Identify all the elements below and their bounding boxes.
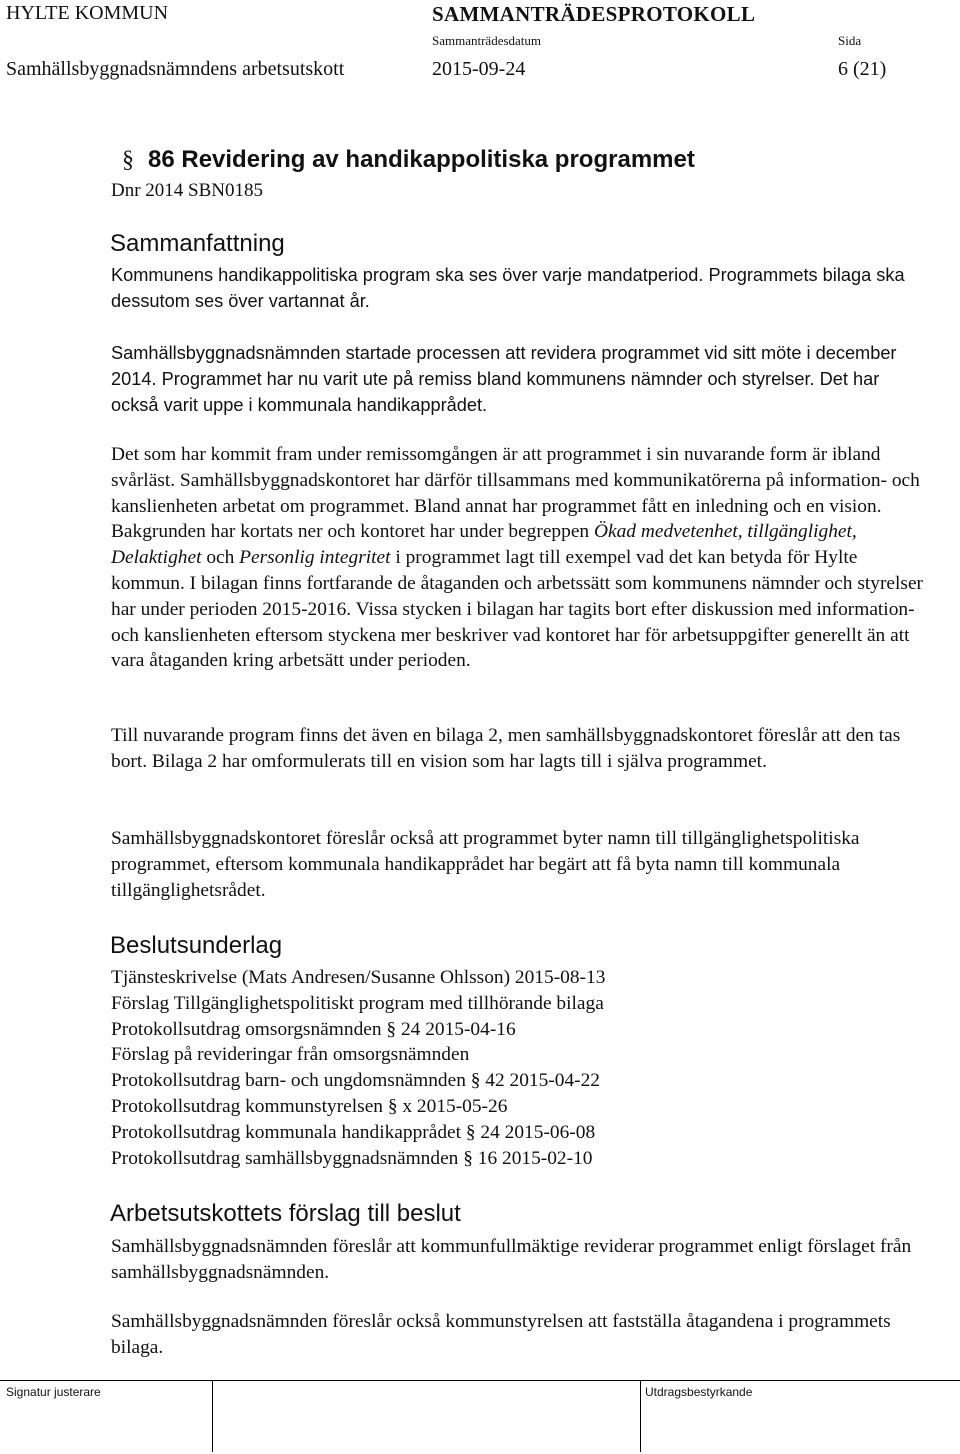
concepts-italic-2: Personlig integritet <box>239 547 391 569</box>
meeting-date: 2015-09-24 <box>432 58 526 80</box>
list-item: Protokollsutdrag samhällsbyggnadsnämnden § 16 2015-02-10 <box>111 1147 593 1169</box>
proposal-heading: Arbetsutskottets förslag till beslut <box>110 1200 461 1227</box>
list-item: Protokollsutdrag omsorgsnämnden § 24 2015-04-16 <box>111 1018 516 1040</box>
page-number: 6 (21) <box>838 58 887 80</box>
summary-paragraph-3-full: Det som har kommit fram under remissomgången är att programmet i sin nuvarande form är ibland svårläst. Samhällsbyggnadskontoret har därför tillsammans med kommunikatörerna på information- och kanslienheten arbetat om programmet. Bland annat har programmet fått en inledning och en vision. Bakgrunden har kortats ner och kontoret har under begreppen Ökad medvetenhet, tillgänglighet, Delaktighet och Personlig integritet i programmet lagt till exempel vad det kan betyda för Hylte kommun. I bilagan finns fortfarande de åtaganden och arbetssätt som kommunens nämnder och styrelser har under perioden 2015-2016. Vissa stycken i bilagan har tagits bort efter diskussion med information- och kanslienheten eftersom styckena mer beskriver vad kontoret har för arbetsuppgifter generellt än att vara åtaganden kring arbetsätt under perioden. <box>111 442 931 674</box>
committee-name: Samhällsbyggnadsnämndens arbetsutskott <box>6 58 345 80</box>
basis-list <box>111 965 605 1171</box>
list-item: Protokollsutdrag kommunala handikapprådet § 24 2015-06-08 <box>111 1121 596 1143</box>
list-item: Protokollsutdrag barn- och ungdomsnämnden § 42 2015-04-22 <box>111 1070 601 1092</box>
org-name: HYLTE KOMMUN <box>6 2 169 24</box>
list-item: Förslag Tillgänglighetspolitiskt program med tillhörande bilaga <box>111 992 604 1014</box>
list-item: Förslag på revideringar från omsorgsnämnden <box>111 1044 470 1066</box>
summary-paragraph-2: Samhällsbyggnadsnämnden startade processen att revidera programmet vid sitt möte i december 2014. Programmet har nu varit ute på remiss bland kommunens nämnder och styrelser. Det har också varit uppe i kommunala handikapprådet. <box>111 343 897 415</box>
basis-heading: Beslutsunderlag <box>110 932 283 959</box>
section-symbol: § <box>122 147 134 173</box>
extract-box-divider <box>640 1380 641 1452</box>
extract-label: Utdragsbestyrkande <box>645 1385 753 1399</box>
summary-paragraph-4: Till nuvarande program finns det även en bilaga 2, men samhällsbyggnadskontoret föreslår att den tas bort. Bilaga 2 har omformulerats till en vision som har lagts till i själva programmet. <box>111 725 901 772</box>
page-label: Sida <box>838 33 862 48</box>
summary-paragraph-5: Samhällsbyggnadskontoret föreslår också att programmet byter namn till tillgänglighetspolitiska programmet, eftersom kommunala handikapprådet har begärt att få byta namn till kommunala tillgänglighetsrådet. <box>111 828 860 901</box>
footer-divider <box>0 1380 960 1381</box>
summary-heading: Sammanfattning <box>110 230 285 257</box>
meeting-date-label: Sammanträdesdatum <box>432 33 542 48</box>
concepts-italic-1: Ökad medvetenhet, tillgänglighet, Delaktighet <box>111 521 857 569</box>
document-type: SAMMANTRÄDESPROTOKOLL <box>432 2 756 26</box>
summary-paragraph-1: Kommunens handikappolitiska program ska ses över varje mandatperiod. Programmets bilaga ska dessutom ses över vartannat år. <box>111 265 905 311</box>
proposal-paragraph-1: Samhällsbyggnadsnämnden föreslår att kommunfullmäktige reviderar programmet enligt förslaget från samhällsbyggnadsnämnden. <box>111 1236 912 1283</box>
signature-label: Signatur justerare <box>6 1385 101 1399</box>
list-item: Tjänsteskrivelse (Mats Andresen/Susanne Ohlsson) 2015-08-13 <box>111 967 606 988</box>
proposal-paragraph-2: Samhällsbyggnadsnämnden föreslår också kommunstyrelsen att fastställa åtagandena i programmets bilaga. <box>111 1311 891 1358</box>
section-title: § 86 Revidering av handikappolitiska programmet <box>122 146 695 173</box>
list-item: Protokollsutdrag kommunstyrelsen § x 2015-05-26 <box>111 1095 508 1117</box>
signature-box-divider <box>212 1380 213 1452</box>
case-number: Dnr 2014 SBN0185 <box>111 180 264 201</box>
